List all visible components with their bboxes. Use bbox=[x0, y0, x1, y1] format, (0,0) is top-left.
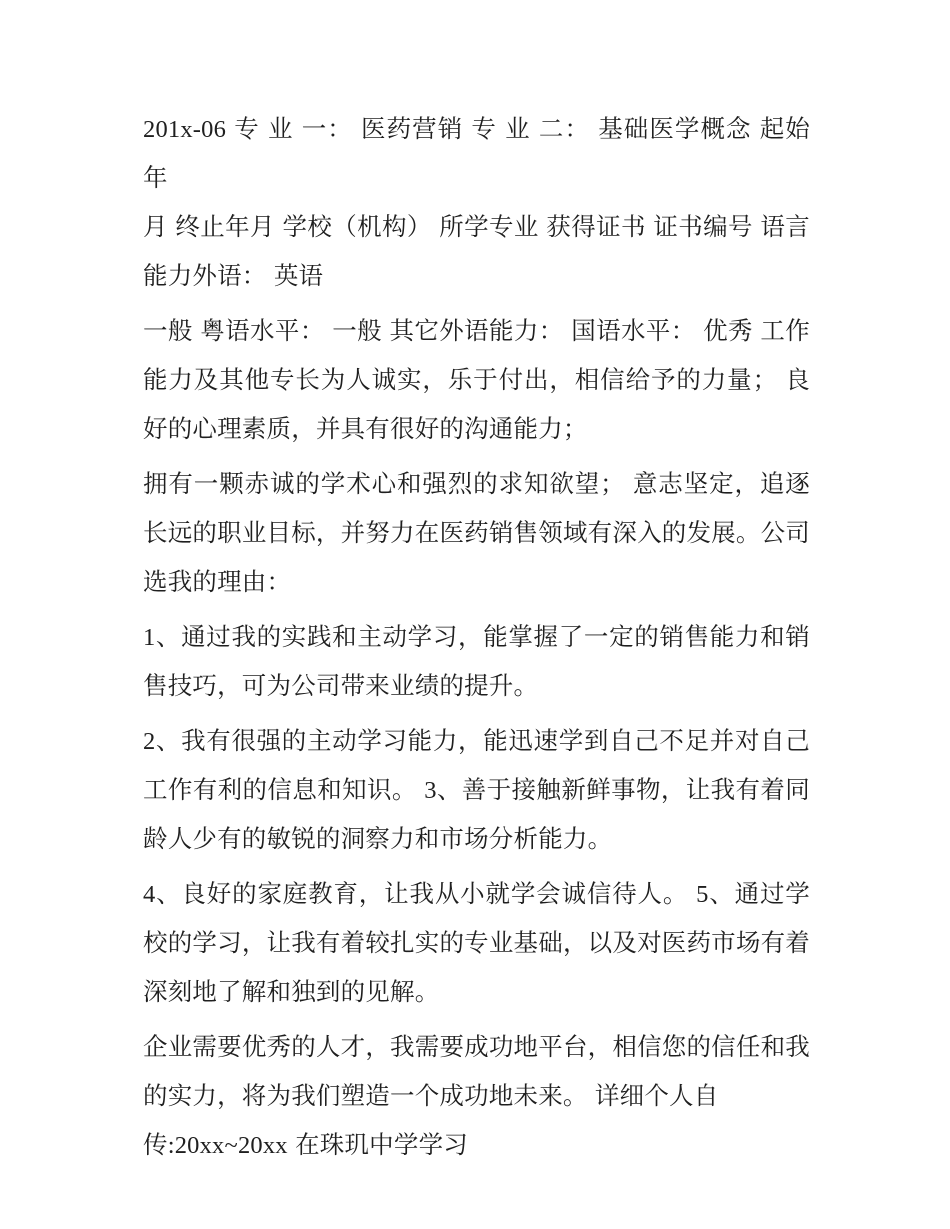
text-line: 企业需要优秀的人才，我需要成功地平台，相信您的信任和我 bbox=[143, 1034, 810, 1061]
text-line: 的实力，将为我们塑造一个成功地未来。 详细个人自 bbox=[143, 1083, 719, 1110]
text-line: 长远的职业目标，并努力在医药销售领域有深入的发展。公司 bbox=[143, 520, 810, 547]
text-line: 售技巧，可为公司带来业绩的提升。 bbox=[143, 673, 539, 700]
text-line: 传:20xx~20xx 在珠玑中学学习 bbox=[143, 1132, 468, 1159]
paragraph bbox=[143, 307, 810, 454]
text-line: 选我的理由： bbox=[143, 569, 292, 596]
text-line: 工作有利的信息和知识。 3、善于接触新鲜事物，让我有着同 bbox=[143, 777, 810, 804]
text-line: 校的学习，让我有着较扎实的专业基础，以及对医药市场有着 bbox=[143, 930, 810, 957]
paragraph bbox=[143, 717, 810, 864]
paragraph bbox=[143, 870, 810, 1017]
text-line: 能力外语： 英语 bbox=[143, 263, 324, 290]
text-line: 深刻地了解和独到的见解。 bbox=[143, 979, 440, 1006]
text-line: 一般 粤语水平： 一般 其它外语能力： 国语水平： 优秀 工作 bbox=[143, 318, 810, 345]
text-line: 2、我有很强的主动学习能力，能迅速学到自己不足并对自己 bbox=[143, 728, 810, 755]
paragraph bbox=[143, 105, 810, 301]
text-line: 拥有一颗赤诚的学术心和强烈的求知欲望； 意志坚定，追逐 bbox=[143, 471, 810, 498]
text-line: 能力及其他专长为人诚实，乐于付出，相信给予的力量； 良 bbox=[143, 367, 810, 394]
text-line: 1、通过我的实践和主动学习，能掌握了一定的销售能力和销 bbox=[143, 624, 810, 651]
text-line: 201x-06 专 业 一： 医药营销 专 业 二： 基础医学概念 起始年 bbox=[143, 116, 810, 192]
text-line: 4、良好的家庭教育，让我从小就学会诚信待人。 5、通过学 bbox=[143, 881, 810, 908]
text-line: 龄人少有的敏锐的洞察力和市场分析能力。 bbox=[143, 826, 613, 853]
text-line: 月 终止年月 学校（机构） 所学专业 获得证书 证书编号 语言 bbox=[143, 214, 810, 241]
paragraph bbox=[143, 613, 810, 711]
paragraph bbox=[143, 1023, 810, 1170]
paragraph bbox=[143, 460, 810, 607]
text-line: 好的心理素质，并具有很好的沟通能力； bbox=[143, 416, 588, 443]
